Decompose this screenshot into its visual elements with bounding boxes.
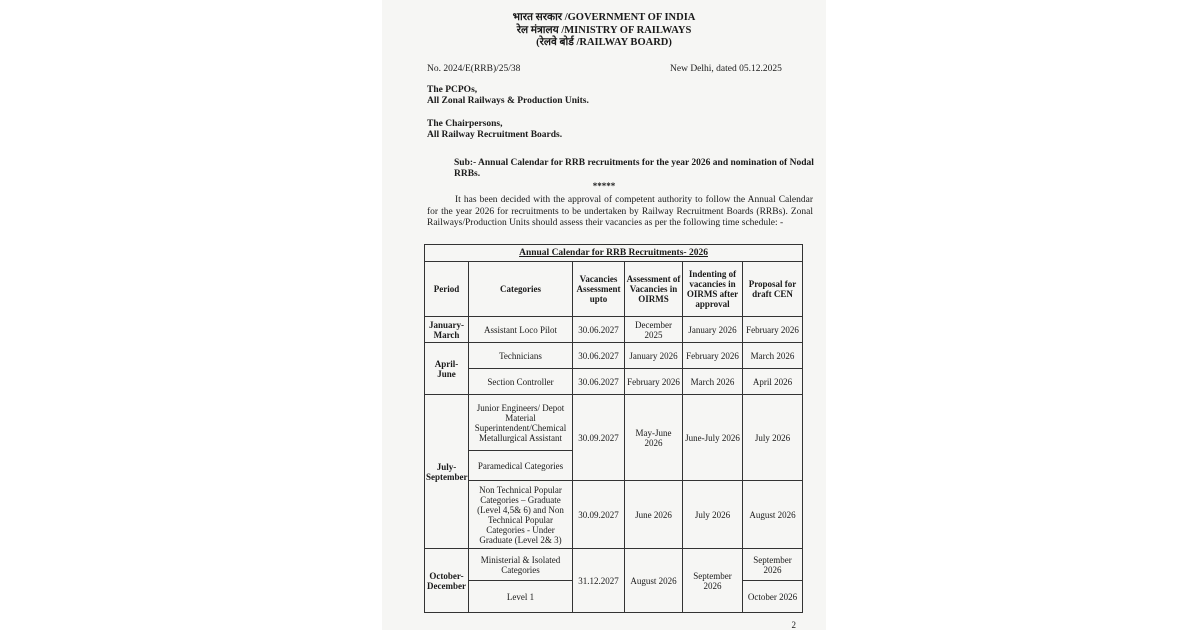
vacancies-cell: 30.06.2027 xyxy=(573,317,625,343)
indenting-cell: June-July 2026 xyxy=(683,395,743,481)
proposal-cell: April 2026 xyxy=(743,369,803,395)
reference-number: No. 2024/E(RRB)/25/38 xyxy=(427,64,521,74)
table-title: Annual Calendar for RRB Recruitments- 2026 xyxy=(425,245,803,262)
period-cell: April-June xyxy=(425,343,469,395)
vacancies-cell: 31.12.2027 xyxy=(573,549,625,613)
subject-line: Sub:- Annual Calendar for RRB recruitments for the year 2026 and nomination of Nodal RRBs. xyxy=(454,158,814,179)
period-cell: October-December xyxy=(425,549,469,613)
vacancies-cell: 30.09.2027 xyxy=(573,481,625,549)
category-cell: Level 1 xyxy=(469,581,573,613)
period-cell: July-September xyxy=(425,395,469,549)
separator-stars: ***** xyxy=(592,181,616,191)
table-row xyxy=(425,395,803,451)
vacancies-cell: 30.09.2027 xyxy=(573,395,625,481)
indenting-cell: February 2026 xyxy=(683,343,743,369)
addressee-pcpos xyxy=(427,85,589,107)
proposal-cell: August 2026 xyxy=(743,481,803,549)
letterhead xyxy=(382,12,826,50)
col-header-vacancies: Vacancies Assessment upto xyxy=(573,262,625,317)
document-page xyxy=(382,0,826,630)
table-row xyxy=(425,549,803,581)
indenting-cell: January 2026 xyxy=(683,317,743,343)
assessment-cell: February 2026 xyxy=(625,369,683,395)
annual-calendar-table xyxy=(424,244,803,613)
period-cell: January-March xyxy=(425,317,469,343)
vacancies-cell: 30.06.2027 xyxy=(573,369,625,395)
category-cell: Paramedical Categories xyxy=(469,451,573,481)
proposal-cell: February 2026 xyxy=(743,317,803,343)
indenting-cell: March 2026 xyxy=(683,369,743,395)
assessment-cell: August 2026 xyxy=(625,549,683,613)
category-cell: Junior Engineers/ Depot Material Superintendent/Chemical Metallurgical Assistant xyxy=(469,395,573,451)
table-row xyxy=(425,481,803,549)
page-number: 2 xyxy=(791,620,796,630)
col-header-assessment: Assessment of Vacancies in OIRMS xyxy=(625,262,683,317)
addressee-line: The PCPOs, xyxy=(427,85,478,95)
assessment-cell: May-June 2026 xyxy=(625,395,683,481)
vacancies-cell: 30.06.2027 xyxy=(573,343,625,369)
proposal-cell: July 2026 xyxy=(743,395,803,481)
category-cell: Ministerial & Isolated Categories xyxy=(469,549,573,581)
body-paragraph: It has been decided with the approval of competent authority to follow the Annual Calendar for the year 2026 for recruitments to be undertaken by Railway Recruitment Boards (RRBs). Zonal Railways/Production Units should assess their vacancies as per the following time schedule: - xyxy=(427,195,813,228)
category-cell: Non Technical Popular Categories – Graduate (Level 4,5& 6) and Non Technical Popular Categories - Under Graduate (Level 2& 3) xyxy=(469,481,573,549)
indenting-cell: September 2026 xyxy=(683,549,743,613)
assessment-cell: January 2026 xyxy=(625,343,683,369)
addressee-chairpersons xyxy=(427,119,562,141)
col-header-period: Period xyxy=(425,262,469,317)
category-cell: Section Controller xyxy=(469,369,573,395)
addressee-line: The Chairpersons, xyxy=(427,119,503,129)
letterhead-line-2: रेल मंत्रालय /MINISTRY OF RAILWAYS xyxy=(516,24,692,36)
addressee-line: All Railway Recruitment Boards. xyxy=(427,130,563,140)
table-row xyxy=(425,343,803,369)
indenting-cell: July 2026 xyxy=(683,481,743,549)
proposal-cell: September 2026 xyxy=(743,549,803,581)
assessment-cell: June 2026 xyxy=(625,481,683,549)
col-header-indenting: Indenting of vacancies in OIRMS after approval xyxy=(683,262,743,317)
category-cell: Assistant Loco Pilot xyxy=(469,317,573,343)
letterhead-line-1: भारत सरकार /GOVERNMENT OF INDIA xyxy=(512,12,696,23)
category-cell: Technicians xyxy=(469,343,573,369)
proposal-cell: October 2026 xyxy=(743,581,803,613)
letter-date: New Delhi, dated 05.12.2025 xyxy=(670,64,782,74)
addressee-line: All Zonal Railways & Production Units. xyxy=(427,96,589,106)
table-header-row xyxy=(425,262,803,317)
letterhead-line-3: (रेलवे बोर्ड /RAILWAY BOARD) xyxy=(536,37,672,48)
col-header-proposal: Proposal for draft CEN xyxy=(743,262,803,317)
col-header-categories: Categories xyxy=(469,262,573,317)
table-row xyxy=(425,369,803,395)
proposal-cell: March 2026 xyxy=(743,343,803,369)
assessment-cell: December 2025 xyxy=(625,317,683,343)
table-row xyxy=(425,317,803,343)
